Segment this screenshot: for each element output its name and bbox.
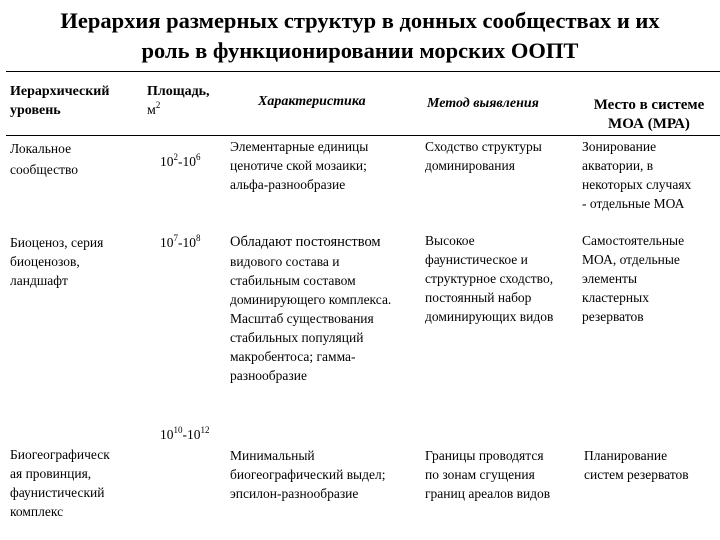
- row-3-area-exp-1: 10: [173, 425, 183, 435]
- header-area-unit-exp: 2: [155, 100, 161, 110]
- header-area-unit: [147, 101, 210, 120]
- row-2-level-line-2: биоценозов,: [10, 254, 80, 269]
- row-2-method-line-5: доминирующих видов: [425, 309, 554, 324]
- header-area: [147, 82, 210, 120]
- row-2-characteristic-line-2: видового состава и: [230, 254, 340, 269]
- header-bottom-rule: [6, 135, 720, 136]
- header-place-line-2: МОА (МРА): [608, 116, 690, 132]
- row-2-method-line-1: Высокое: [425, 233, 475, 248]
- row-3-characteristic-line-1: Минимальный: [230, 448, 315, 463]
- row-1-method-line-2: доминирования: [425, 158, 515, 173]
- row-2-place-line-3: элементы: [582, 271, 638, 286]
- header-method: Метод выявления: [427, 96, 539, 111]
- row-3-level-line-4: комплекс: [10, 504, 64, 519]
- row-3-method-line-3: границ ареалов видов: [425, 486, 551, 501]
- row-2-place-line-2: МОА, отдельные: [582, 252, 680, 267]
- row-2-characteristic-line-3: стабильным составом: [230, 273, 356, 288]
- header-place-line-1: Место в системе: [593, 97, 705, 113]
- row-2-characteristic-line-8: разнообразие: [230, 368, 307, 383]
- row-1-characteristic: [230, 137, 368, 194]
- row-2-characteristic: [230, 233, 391, 385]
- row-2-method-line-3: структурное сходство,: [425, 271, 554, 286]
- row-2-characteristic-line-6: стабильных популяций: [230, 330, 364, 345]
- row-2-place-line-1: Самостоятельные: [582, 233, 685, 248]
- row-1-area-base-1: 10: [160, 154, 174, 169]
- row-2-area-base-1: 10: [160, 235, 174, 250]
- row-1-area-exp-2: 6: [196, 152, 201, 162]
- slide-title-line-1: Иерархия размерных структур в донных сообществах и их: [60, 8, 660, 33]
- row-2-characteristic-line-1: Обладают постоянством: [230, 234, 381, 250]
- slide-title-line-2: роль в функционировании морских ООПТ: [141, 38, 579, 63]
- row-2-area-base-2: 10: [182, 235, 196, 250]
- row-3-method-line-2: по зонам сгущения: [425, 467, 535, 482]
- row-1-characteristic-line-3: альфа-разнообразие: [230, 177, 346, 192]
- row-1-characteristic-line-1: Элементарные единицы: [230, 139, 369, 154]
- row-3-place-line-1: Планирование: [584, 448, 668, 463]
- header-level: [10, 82, 109, 120]
- row-1-place-line-1: Зонирование: [582, 139, 657, 154]
- row-3-method-line-1: Границы проводятся: [425, 448, 544, 463]
- row-1-level-line-1: Локальное: [10, 141, 72, 156]
- row-3-characteristic-line-3: эпсилон-разнообразие: [230, 486, 359, 501]
- row-3-place-line-2: систем резерватов: [584, 467, 689, 482]
- header-characteristic: Характеристика: [258, 94, 366, 109]
- row-1-place-line-3: некоторых случаях: [582, 177, 692, 192]
- row-1-place: [582, 137, 691, 213]
- table-top-rule: [6, 71, 720, 72]
- row-3-level-line-3: фаунистический: [10, 485, 105, 500]
- row-2-area-exp-1: 7: [173, 233, 178, 243]
- row-1-level-line-2: сообщество: [10, 162, 79, 177]
- row-2-characteristic-line-5: Масштаб существования: [230, 311, 374, 326]
- row-1-area-sep: -: [178, 154, 183, 169]
- row-2-place-line-5: резерватов: [582, 309, 644, 324]
- row-3-area-base-2: 10: [187, 427, 201, 442]
- slide-title: [0, 6, 720, 66]
- row-3-characteristic-line-2: биогеографический выдел;: [230, 467, 386, 482]
- row-3-area-sep: -: [182, 427, 187, 442]
- row-1-place-line-4: - отдельные МОА: [582, 196, 685, 211]
- header-area-unit-base: м: [147, 103, 156, 118]
- row-3-area-base-1: 10: [160, 427, 174, 442]
- row-2-level-line-3: ландшафт: [10, 273, 68, 288]
- row-2-method: [425, 231, 553, 326]
- row-3-characteristic: [230, 446, 385, 503]
- row-1-place-line-2: акватории, в: [582, 158, 654, 173]
- row-2-method-line-2: фаунистическое и: [425, 252, 528, 267]
- row-2-place-line-4: кластерных: [582, 290, 649, 305]
- header-level-line-1: Иерархический: [10, 84, 110, 99]
- row-1-area-base-2: 10: [182, 154, 196, 169]
- row-3-place: [584, 446, 689, 484]
- header-place: [580, 96, 718, 134]
- row-2-area-exp-2: 8: [196, 233, 201, 243]
- row-2-level: [10, 233, 103, 290]
- header-level-line-2: уровень: [10, 103, 61, 118]
- row-2-place: [582, 231, 684, 326]
- row-1-level: [10, 139, 78, 179]
- row-2-characteristic-line-7: макробентоса; гамма-: [230, 349, 356, 364]
- row-3-area: [160, 425, 210, 444]
- row-1-area: [160, 152, 201, 171]
- row-3-area-exp-2: 12: [200, 425, 210, 435]
- row-3-method: [425, 446, 550, 503]
- header-area-label: Площадь,: [147, 84, 210, 99]
- row-3-level-line-2: ая провинция,: [10, 466, 92, 481]
- row-2-method-line-4: постоянный набор: [425, 290, 532, 305]
- row-1-method-line-1: Сходство структуры: [425, 139, 542, 154]
- row-1-characteristic-line-2: ценотиче ской мозаики;: [230, 158, 367, 173]
- row-1-area-exp-1: 2: [173, 152, 178, 162]
- row-2-characteristic-line-4: доминирующего комплекса.: [230, 292, 392, 307]
- row-2-area-sep: -: [178, 235, 183, 250]
- row-3-level-line-1: Биогеографическ: [10, 447, 110, 462]
- row-3-level: [10, 445, 110, 521]
- row-1-method: [425, 137, 542, 175]
- row-2-area: [160, 233, 201, 252]
- row-2-level-line-1: Биоценоз, серия: [10, 235, 104, 250]
